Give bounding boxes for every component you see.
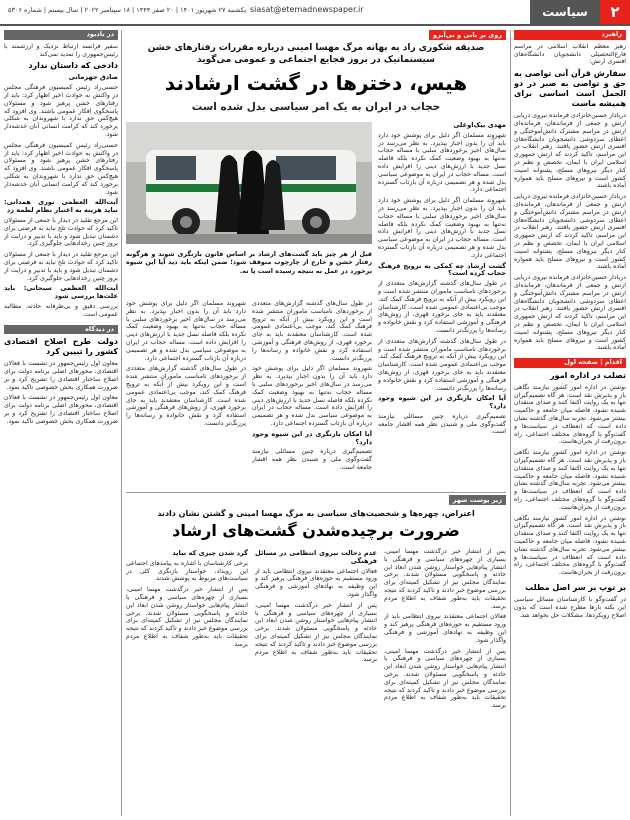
center-label: روی بر بانی و بی‌آبرو — [429, 30, 506, 40]
left-mid-body: شهروند مسلمان اگر دلیل برای پوشش خود دارد باید آن را بدون اجبار بپذیرد. به نظر می‌رسد در سال‌های اخیر برخوردهای سلبی با مساله حجاب نه‌تنها به بهبود وضعیت کمک نکرده بلکه فاصله نسل جدید با ارزش‌های دینی را افزایش داده است. مساله حجاب در ایران به موضوعی سیاسی بدل شده و هر تصمیمی درباره آن بازتاب گسترده اجتماعی دارد. — [126, 300, 246, 362]
right-body-3: در گفت‌وگو با کارشناسان مسائل سیاسی این نکته بارها مطرح شده است که بدون اصلاح رویکردها، مشکلات حل نخواهد شد. — [514, 596, 626, 619]
left-body-2-cont: این مرجع تقلید در دیدار با جمعی از مسئولان تاکید کرد که حوادث تلخ نباید به فرصتی برای دشمنان تبدیل شود و باید با تدبیر و درایت از بروز چنین رخدادهایی جلوگیری کرد. — [4, 251, 118, 282]
right-body-2-cont: نوشتن در اداره امور کشور نیازمند نگاهی باز و پذیرش نقد است. هر گاه تصمیم‌گیران تنها به یک روایت اکتفا کنند و صدای منتقدان شنیده نشود، فاصله میان جامعه و حاکمیت بیشتر می‌شود. تجربه سال‌های گذشته نشان داده است که انعطاف در سیاست‌ها و گفت‌وگو با گروه‌های مختلف اجتماعی، راه برون‌رفت از بحران‌هاست. — [514, 449, 626, 511]
bottom-sub-1: عدم دخالت نیروی انتظامی در مسائل فرهنگی — [255, 549, 377, 565]
center-mid-column — [252, 300, 372, 485]
right-headline: سفارش قرآن آنی تواصی به حق و تواصی به صبر در دو الجمل است اساسی برای همیشه ماست — [514, 69, 626, 109]
bottom-label-wrap — [126, 495, 506, 508]
bottom-separator — [126, 492, 506, 493]
left-label-2: در دیدگاه — [4, 325, 118, 335]
article-photo — [126, 122, 372, 244]
left-label: در یادبود — [4, 30, 118, 40]
center-left-column — [126, 300, 246, 485]
bottom-body-2-cont: پس از انتشار خبر درگذشت مهسا امینی، بسیاری از چهره‌های سیاسی و فرهنگی با انتشار پیام‌هایی خواستار روشن شدن ابعاد این حادثه و پاسخگویی مسئولان شدند. برخی نمایندگان مجلس نیز از تشکیل کمیته‌ای برای بررسی موضوع خبر دادند و تاکید کردند که نتیجه تحقیقات باید به‌طور شفاف به اطلاع مردم برسد. — [255, 601, 377, 664]
bottom-col-3 — [126, 548, 248, 816]
right-body-2: نوشتن در اداره امور کشور نیازمند نگاهی باز و پذیرش نقد است. هر گاه تصمیم‌گیران تنها به یک روایت اکتفا کنند و صدای منتقدان شنیده نشود، فاصله میان جامعه و حاکمیت بیشتر می‌شود. تجربه سال‌های گذشته نشان داده است که انعطاف در سیاست‌ها و گفت‌وگو با گروه‌های مختلف اجتماعی، راه برون‌رفت از بحران‌هاست. — [514, 383, 626, 446]
bottom-headline: ضرورت برچیده‌شدن گشت‌های ارشاد — [172, 521, 460, 540]
mid-body-2: شهروند مسلمان اگر دلیل برای پوشش خود دارد باید آن را بدون اجبار بپذیرد. به نظر می‌رسد در سال‌های اخیر برخوردهای سلبی با مساله حجاب نه‌تنها به بهبود وضعیت کمک نکرده بلکه فاصله نسل جدید با ارزش‌های دینی را افزایش داده است. مساله حجاب در ایران به موضوعی سیاسی بدل شده و هر تصمیمی درباره آن بازتاب گسترده اجتماعی دارد. — [252, 365, 372, 427]
right-body-cont: دریادار حسین‌خانزادی فرمانده نیروی دریایی ارتش و جمعی از فرماندهان، فرمانده‌ای ارتش در مراسم مشترک دانش‌آموختگی و اعطای سردوشی دانشجویان دانشگاه‌های افسری ارتش حضور یافتند. رهبر انقلاب در این مراسم، تاکید کردند که ارتش جمهوری اسلامی ایران با ایمان، تخصص و نظم در کنار دیگر نیروهای مسلح، پشتوانه امنیت کشور است و نیروهای مسلح باید همواره آماده باشند. — [514, 193, 626, 271]
bottom-col-1 — [384, 548, 506, 816]
center-author: مهدی بیک‌اوغلی — [453, 121, 506, 129]
bottom-label: زیر پوست شهر — [449, 495, 506, 505]
center-headline: هیس، دخترها در گشت ارشادند — [164, 71, 468, 95]
photo-caption: قبل از هر چیز باید گشت‌های ارشاد بر اساس قانون بازنگری شوند و هرگونه رفتار خشن و خارج از چارچوب متوقف شود؛ ضمن اینکه باید دید آیا این شیوه برخورد در عمل به نتیجه رسیده است یا نه. — [126, 250, 372, 275]
section-email[interactable]: siasat@etemadnewspaper.ir — [250, 5, 364, 14]
bottom-body-cont2: پس از انتشار خبر درگذشت مهسا امینی، بسیاری از چهره‌های سیاسی و فرهنگی با انتشار پیام‌هایی خواستار روشن شدن ابعاد این حادثه و پاسخگویی مسئولان شدند. برخی نمایندگان مجلس نیز از تشکیل کمیته‌ای برای بررسی موضوع خبر دادند و تاکید کردند که نتیجه تحقیقات باید به‌طور شفاف به اطلاع مردم برسد. — [384, 647, 506, 710]
left-author: صادق جهرمانی — [68, 73, 118, 82]
center-right-column — [378, 120, 506, 485]
police-van-photo — [126, 122, 372, 244]
mid-q: آیا امکان بازنگری در این شیوه وجود دارد؟ — [252, 429, 372, 446]
left-body-2: این مرجع تقلید در دیدار با جمعی از مسئولان تاکید کرد که حوادث تلخ نباید به فرصتی برای دشمنان تبدیل شود و باید با تدبیر و درایت از بروز چنین رخدادهایی جلوگیری کرد. — [4, 216, 118, 248]
left-headline: دادخی که داستان ندارد — [28, 61, 118, 71]
center-body-2: در طول سال‌های گذشته گزارش‌های متعددی از برخوردهای نامناسب ماموران منتشر شده است و این رویکرد بیش از آنکه به ترویج فرهنگ کمک کند، موجب بی‌اعتمادی عمومی شده است. کارشناسان معتقدند باید به جای برخورد قهری، از روش‌های فرهنگی و آموزشی استفاده کرد و نقش خانواده و رسانه‌ها را پررنگ‌تر دانست. — [378, 280, 506, 334]
left-body-3: بررسی دقیق و بی‌طرفانه حادثه، مطالبه عمومی است. — [4, 302, 118, 318]
page-number: ۲ — [600, 0, 630, 24]
right-body-2-cont2: نوشتن در اداره امور کشور نیازمند نگاهی باز و پذیرش نقد است. هر گاه تصمیم‌گیران تنها به یک روایت اکتفا کنند و صدای منتقدان شنیده نشود، فاصله میان جامعه و حاکمیت بیشتر می‌شود. تجربه سال‌های گذشته نشان داده است که انعطاف در سیاست‌ها و گفت‌وگو با گروه‌های مختلف اجتماعی، راه برون‌رفت از بحران‌هاست. — [514, 514, 626, 577]
page-header — [0, 0, 630, 24]
left-body-4: معاون اول رئیس‌جمهور در نشست با فعالان اقتصادی، محورهای اصلی برنامه دولت برای اصلاح ساختار اقتصادی را تشریح کرد و بر ضرورت همکاری بخش خصوصی تاکید نمود. — [4, 360, 118, 391]
right-headline-3: بر توپ بر سر اصل مطلب — [525, 583, 626, 593]
center-q2: آیا امکان بازنگری در این شیوه وجود دارد؟ — [378, 394, 506, 411]
left-mid-body-2: در طول سال‌های گذشته گزارش‌های متعددی از برخوردهای نامناسب ماموران منتشر شده است و این رویکرد بیش از آنکه به ترویج فرهنگ کمک کند، موجب بی‌اعتمادی عمومی شده است. کارشناسان معتقدند باید به جای برخورد قهری، از روش‌های فرهنگی و آموزشی استفاده کرد و نقش خانواده و رسانه‌ها را پررنگ‌تر دانست. — [126, 365, 246, 427]
mid-body-3: تصمیم‌گیری درباره چنین مسائلی نیازمند گفت‌وگوی ملی و شنیدن نظر همه اقشار جامعه است. — [252, 448, 372, 471]
bottom-col-2 — [255, 548, 377, 816]
bottom-body: پس از انتشار خبر درگذشت مهسا امینی، بسیاری از چهره‌های سیاسی و فرهنگی با انتشار پیام‌هایی خواستار روشن شدن ابعاد این حادثه و پاسخگویی مسئولان شدند. برخی نمایندگان مجلس نیز از تشکیل کمیته‌ای برای بررسی موضوع خبر دادند و تاکید کردند که نتیجه تحقیقات باید به‌طور شفاف به اطلاع مردم برسد. — [384, 548, 506, 610]
left-body: حسنی‌راد رئیس کمیسیون فرهنگی مجلس در واکنش به حوادث اخیر اظهار کرد: باید از رفتارهای خشن پرهیز شود و مسئولان پاسخگوی افکار عمومی باشند. وی افزود که هیچ‌کس حق ندارد با شهروندان به شکلی برخورد کند که کرامت انسانی آنان خدشه‌دار شود. — [4, 84, 118, 138]
right-separator — [510, 30, 511, 816]
center-subhead: حجاب در ایران به یک امر سیاسی بدل شده است — [191, 101, 441, 113]
right-label: راهبرد — [514, 30, 626, 40]
left-column — [4, 30, 118, 816]
bottom-body-2: فعالان اجتماعی معتقدند نیروی انتظامی باید از ورود مستقیم به حوزه‌های فرهنگی پرهیز کند و این وظیفه به نهادهای آموزشی و فرهنگی واگذار شود. — [255, 567, 377, 598]
left-lead: سفیر فرانسه ارتباط نزدیک و ارزشمند با رئیس‌جمهوری را تمدید نمی‌کند — [4, 42, 118, 58]
section-name: سیاست — [530, 0, 600, 24]
left-body-4-cont: معاون اول رئیس‌جمهور در نشست با فعالان اقتصادی، محورهای اصلی برنامه دولت برای اصلاح ساختار اقتصادی را تشریح کرد و بر ضرورت همکاری بخش خصوصی تاکید نمود. — [4, 394, 118, 425]
bottom-sub-2: گرد شدن چیزی که نباید — [172, 549, 248, 557]
header-rule — [0, 24, 630, 26]
center-q1: گشت ارشاد چه کمکی به ترویج فرهنگ حجاب کرده است؟ — [378, 261, 506, 278]
left-body-cont: حسنی‌راد رئیس کمیسیون فرهنگی مجلس در واکنش به حوادث اخیر اظهار کرد: باید از رفتارهای خشن پرهیز شود و مسئولان پاسخگوی افکار عمومی باشند. وی افزود که هیچ‌کس حق ندارد با شهروندان به شکلی برخورد کند که کرامت انسانی آنان خدشه‌دار شود. — [4, 141, 118, 196]
right-body-cont2: دریادار حسین‌خانزادی فرمانده نیروی دریایی ارتش و جمعی از فرماندهان، فرمانده‌ای ارتش در مراسم مشترک دانش‌آموختگی و اعطای سردوشی دانشجویان دانشگاه‌های افسری ارتش حضور یافتند. رهبر انقلاب در این مراسم، تاکید کردند که ارتش جمهوری اسلامی ایران با ایمان، تخصص و نظم در کنار دیگر نیروهای مسلح، پشتوانه امنیت کشور است و نیروهای مسلح باید همواره آماده باشند. — [514, 274, 626, 352]
left-sub-2: آیت‌الله العظمی سبحانی: باید علت‌ها بررسی شود — [4, 284, 118, 301]
right-headline-2: تصلب در اداره امور — [550, 370, 626, 380]
bottom-body-cont: فعالان اجتماعی معتقدند نیروی انتظامی باید از ورود مستقیم به حوزه‌های فرهنگی پرهیز کند و این وظیفه به نهادهای آموزشی و فرهنگی واگذار شود. — [384, 613, 506, 644]
left-separator — [121, 30, 122, 816]
right-lead: رهبر معظم انقلاب اسلامی در مراسم فارغ‌التحصیلی دانشجویان دانشگاه‌های افسری ارتش: — [514, 42, 626, 66]
center-body: شهروند مسلمان اگر دلیل برای پوشش خود دارد باید آن را بدون اجبار بپذیرد. به نظر می‌رسد در سال‌های اخیر برخوردهای سلبی با مساله حجاب نه‌تنها به بهبود وضعیت کمک نکرده بلکه فاصله نسل جدید با ارزش‌های دینی را افزایش داده است. مساله حجاب در ایران به موضوعی سیاسی بدل شده و هر تصمیمی درباره آن بازتاب گسترده اجتماعی دارد. — [378, 131, 506, 194]
center-body-3: تصمیم‌گیری درباره چنین مسائلی نیازمند گفت‌وگوی ملی و شنیدن نظر همه اقشار جامعه است. — [378, 412, 506, 436]
bottom-body-3-cont: پس از انتشار خبر درگذشت مهسا امینی، بسیاری از چهره‌های سیاسی و فرهنگی با انتشار پیام‌هایی خواستار روشن شدن ابعاد این حادثه و پاسخگویی مسئولان شدند. برخی نمایندگان مجلس نیز از تشکیل کمیته‌ای برای بررسی موضوع خبر دادند و تاکید کردند که نتیجه تحقیقات باید به‌طور شفاف به اطلاع مردم برسد. — [126, 586, 248, 648]
right-column — [514, 30, 626, 816]
center-kicker: صدیقه شکوری راد به بهانه مرگ مهسا امینی درباره مقررات رفتارهای خشن سیستماتیک در بروز فجایع اجتماعی و عمومی می‌گوید — [147, 43, 485, 65]
left-sub-1: آیت‌الله العظمی نوری همدانی: نباید هزینه به اعتبار نظام لطمه زد — [4, 198, 118, 215]
right-body: دریادار حسین‌خانزادی فرمانده نیروی دریایی ارتش و جمعی از فرماندهان، فرمانده‌ای ارتش در مراسم مشترک دانش‌آموختگی و اعطای سردوشی دانشجویان دانشگاه‌های افسری ارتش حضور یافتند. رهبر انقلاب در این مراسم، تاکید کردند که ارتش جمهوری اسلامی ایران با ایمان، تخصص و نظم در کنار دیگر نیروهای مسلح، پشتوانه امنیت کشور است و نیروهای مسلح باید همواره آماده باشند. — [514, 112, 626, 190]
right-label-2: اقدام | صفحه اول — [514, 358, 626, 368]
center-body-2-cont: در طول سال‌های گذشته گزارش‌های متعددی از برخوردهای نامناسب ماموران منتشر شده است و این رویکرد بیش از آنکه به ترویج فرهنگ کمک کند، موجب بی‌اعتمادی عمومی شده است. کارشناسان معتقدند باید به جای برخورد قهری، از روش‌های فرهنگی و آموزشی استفاده کرد و نقش خانواده و رسانه‌ها را پررنگ‌تر دانست. — [378, 337, 506, 392]
center-body-cont: شهروند مسلمان اگر دلیل برای پوشش خود دارد باید آن را بدون اجبار بپذیرد. به نظر می‌رسد در سال‌های اخیر برخوردهای سلبی با مساله حجاب نه‌تنها به بهبود وضعیت کمک نکرده بلکه فاصله نسل جدید با ارزش‌های دینی را افزایش داده است. مساله حجاب در ایران به موضوعی سیاسی بدل شده و هر تصمیمی درباره آن بازتاب گسترده اجتماعی دارد. — [378, 197, 506, 259]
left-headline-2: دولت طرح اصلاح اقتصادی کشور را تبیین کرد — [4, 337, 118, 357]
bottom-kicker: اعتراض، چهره‌ها و شخصیت‌های سیاسی به مرگ مهسا امینی و گشتن نشان دادند — [157, 509, 475, 518]
bottom-body-3: برخی کارشناسان با اشاره به پیامدهای اجتماعی این رویداد، خواستار بازنگری کلی در سیاست‌های مربوط به پوشش شدند. — [126, 559, 248, 583]
mid-body: در طول سال‌های گذشته گزارش‌های متعددی از برخوردهای نامناسب ماموران منتشر شده است و این رویکرد بیش از آنکه به ترویج فرهنگ کمک کند، موجب بی‌اعتمادی عمومی شده است. کارشناسان معتقدند باید به جای برخورد قهری، از روش‌های فرهنگی و آموزشی استفاده کرد و نقش خانواده و رسانه‌ها را پررنگ‌تر دانست. — [252, 300, 372, 362]
date-line: یکشنبه ۲۷ شهریور ۱۴۰۱ | ۲۰ صفر ۱۴۴۴ | ۱۸ سپتامبر ۲۰۲۲ | سال بیستم | شماره ۵۳۰۶ — [8, 6, 247, 14]
